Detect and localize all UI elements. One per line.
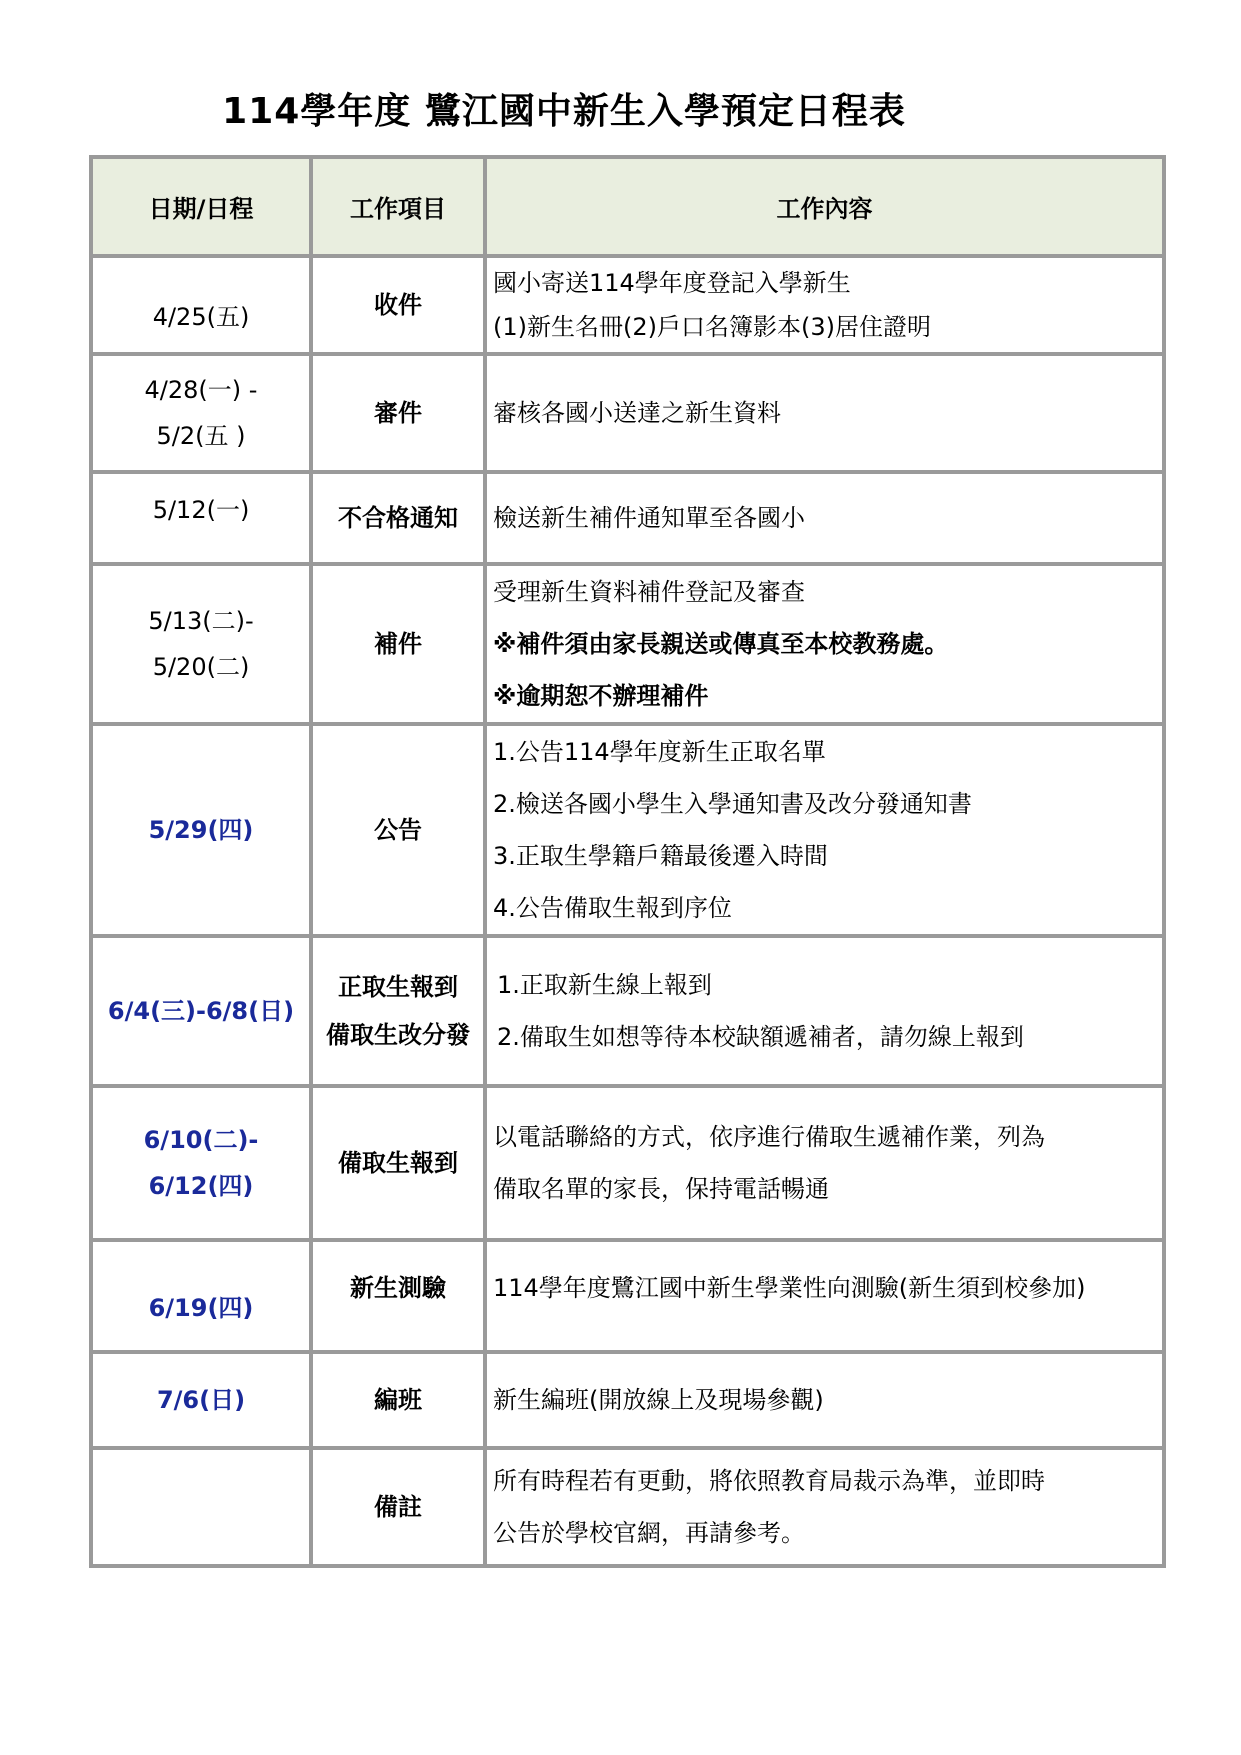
content-cell — [485, 564, 1164, 724]
table-row — [91, 472, 1164, 564]
content-line: 受理新生資料補件登記及審查 — [493, 578, 805, 606]
date-text: 5/13(二)- — [148, 607, 254, 635]
item-text: 備取生改分發 — [326, 1021, 470, 1049]
date-text: 4/25(五) — [152, 303, 250, 331]
date-cell — [91, 724, 311, 936]
content-line: 備取名單的家長，保持電話暢通 — [493, 1175, 829, 1203]
item-text: 公告 — [374, 816, 422, 844]
item-cell — [311, 1086, 485, 1240]
content-cell — [485, 1448, 1164, 1566]
content-cell — [485, 1086, 1164, 1240]
date-cell — [91, 1448, 311, 1566]
date-text: 6/10(二)- — [143, 1126, 259, 1154]
item-text: 正取生報到 — [338, 973, 458, 1001]
content-cell — [485, 936, 1164, 1086]
content-cell — [485, 256, 1164, 354]
item-cell — [311, 256, 485, 354]
date-cell — [91, 472, 311, 564]
date-text: 4/28(一) - — [144, 376, 258, 404]
content-cell — [485, 724, 1164, 936]
content-line-notice: ※補件須由家長親送或傳真至本校教務處。 — [493, 630, 949, 658]
date-text: 7/6(日) — [156, 1386, 246, 1414]
schedule-table — [89, 155, 1166, 1568]
table-header-row — [91, 157, 1164, 256]
item-text: 備取生報到 — [338, 1149, 458, 1177]
content-line: 檢送新生補件通知單至各國小 — [493, 504, 805, 532]
date-text: 6/4(三)-6/8(日) — [107, 997, 295, 1025]
table-row — [91, 564, 1164, 724]
date-text: 5/20(二) — [152, 653, 250, 681]
table-row — [91, 1448, 1164, 1566]
date-text: 6/12(四) — [148, 1172, 254, 1200]
content-line: 114學年度鷺江國中新生學業性向測驗(新生須到校參加) — [493, 1274, 1086, 1302]
date-text: 5/2(五 ) — [156, 422, 246, 450]
item-text: 收件 — [374, 291, 422, 319]
content-line: 2.備取生如想等待本校缺額遞補者，請勿線上報到 — [497, 1023, 1024, 1051]
content-line: 公告於學校官網，再請參考。 — [493, 1519, 805, 1547]
item-text: 不合格通知 — [338, 504, 458, 532]
content-line: 1.正取新生線上報到 — [497, 971, 712, 999]
date-cell — [91, 936, 311, 1086]
table-row — [91, 256, 1164, 354]
item-cell — [311, 472, 485, 564]
item-cell — [311, 724, 485, 936]
date-cell — [91, 564, 311, 724]
content-line-notice: ※逾期恕不辦理補件 — [493, 682, 709, 710]
content-cell — [485, 1352, 1164, 1448]
date-cell — [91, 256, 311, 354]
date-cell — [91, 1352, 311, 1448]
item-text: 編班 — [374, 1386, 422, 1414]
item-cell — [311, 1352, 485, 1448]
item-cell — [311, 936, 485, 1086]
header-item: 工作項目 — [311, 157, 485, 256]
content-line: 以電話聯絡的方式，依序進行備取生遞補作業，列為 — [493, 1123, 1045, 1151]
table-row — [91, 936, 1164, 1086]
content-cell — [485, 1240, 1164, 1352]
date-text: 5/29(四) — [148, 816, 254, 844]
table-row — [91, 1352, 1164, 1448]
header-content: 工作內容 — [485, 157, 1164, 256]
table-row — [91, 724, 1164, 936]
item-text: 審件 — [374, 399, 422, 427]
content-line: 審核各國小送達之新生資料 — [493, 399, 781, 427]
page-title: 114學年度 鷺江國中新生入學預定日程表 — [222, 91, 906, 132]
table-row — [91, 354, 1164, 472]
item-text: 備註 — [374, 1493, 422, 1521]
content-line: 3.正取生學籍戶籍最後遷入時間 — [493, 842, 828, 870]
item-text: 補件 — [374, 630, 422, 658]
date-cell — [91, 1240, 311, 1352]
date-cell — [91, 354, 311, 472]
content-cell — [485, 472, 1164, 564]
content-line: 1.公告114學年度新生正取名單 — [493, 738, 826, 766]
content-line: 新生編班(開放線上及現場參觀) — [493, 1386, 824, 1414]
content-line: 所有時程若有更動，將依照教育局裁示為準，並即時 — [493, 1467, 1045, 1495]
table-row — [91, 1086, 1164, 1240]
content-line: 國小寄送114學年度登記入學新生 — [493, 269, 851, 297]
date-text: 5/12(一) — [152, 496, 250, 524]
content-line: 4.公告備取生報到序位 — [493, 894, 732, 922]
content-line: 2.檢送各國小學生入學通知書及改分發通知書 — [493, 790, 972, 818]
item-cell — [311, 564, 485, 724]
item-cell — [311, 1448, 485, 1566]
item-text: 新生測驗 — [350, 1274, 446, 1302]
item-cell — [311, 1240, 485, 1352]
table-row — [91, 1240, 1164, 1352]
item-cell — [311, 354, 485, 472]
header-date: 日期/日程 — [91, 157, 311, 256]
date-cell — [91, 1086, 311, 1240]
content-line: (1)新生名冊(2)戶口名簿影本(3)居住證明 — [493, 313, 931, 341]
content-cell — [485, 354, 1164, 472]
date-text: 6/19(四) — [148, 1294, 254, 1322]
